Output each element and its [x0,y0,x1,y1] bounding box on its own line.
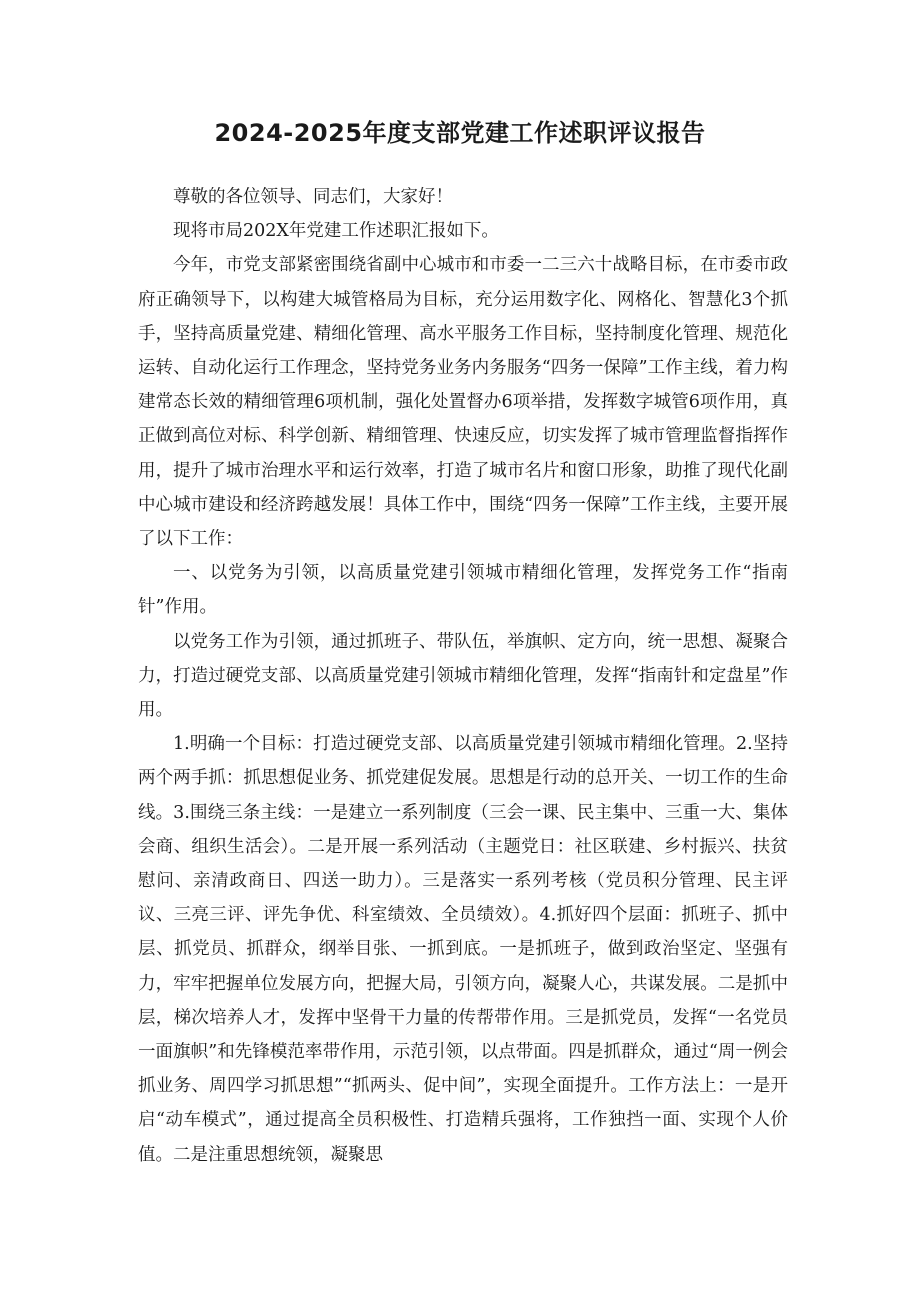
salutation-paragraph: 尊敬的各位领导、同志们，大家好！ [173,187,453,207]
document-title: 2024-2025年度支部党建工作述职评议报告 [214,119,706,147]
intro-paragraph: 现将市局202X年党建工作述职汇报如下。 [173,221,499,242]
section-heading-1: 一、以党务为引领，以高质量党建引领城市精细化管理，发挥党务工作“指南针”作用。 [138,563,788,618]
document-body [138,180,788,1172]
section-1-summary-paragraph: 以党务工作为引领，通过抓班子、带队伍，举旗帜、定方向，统一思想、凝聚合力，打造过硬党支部、以高质量党建引领城市精细化管理，发挥“指南针和定盘星”作用。 [138,631,788,721]
overview-paragraph: 今年，市党支部紧密围绕省副中心城市和市委一二三六十战略目标，在市委市政府正确领导下，以构建大城管格局为目标，充分运用数字化、网格化、智慧化3个抓手，坚持高质量党建、精细化管理、高水平服务工作目标，坚持制度化管理、规范化运转、自动化运行工作理念，坚持党务业务内务服务“四务一保障”工作主线，着力构建常态长效的精细管理6项机制，强化处置督办6项举措，发挥数字城管6项作用，真正做到高位对标、科学创新、精细管理、快速反应，切实发挥了城市管理监督指挥作用，提升了城市治理水平和运行效率，打造了城市名片和窗口形象，助推了现代化副中心城市建设和经济跨越发展！具体工作中，围绕“四务一保障”工作主线，主要开展了以下工作： [138,255,788,550]
section-1-detail-paragraph: 1.明确一个目标：打造过硬党支部、以高质量党建引领城市精细化管理。2.坚持两个两手抓：抓思想促业务、抓党建促发展。思想是行动的总开关、一切工作的生命线。3.围绕三条主线：一是建立一系列制度（三会一课、民主集中、三重一大、集体会商、组织生活会）。二是开展一系列活动（主题党日：社区联建、乡村振兴、扶贫慰问、亲清政商日、四送一助力）。三是落实一系列考核（党员积分管理、民主评议、三亮三评、评先争优、科室绩效、全员绩效）。4.抓好四个层面：抓班子、抓中层、抓党员、抓群众，纲举目张、一抓到底。一是抓班子，做到政治坚定、坚强有力，牢牢把握单位发展方向，把握大局，引领方向，凝聚人心，共谋发展。二是抓中层，梯次培养人才，发挥中坚骨干力量的传帮带作用。三是抓党员，发挥“一名党员一面旗帜”和先锋模范率带作用，示范引领，以点带面。四是抓群众，通过“周一例会抓业务、周四学习抓思想”“抓两头、促中间”，实现全面提升。工作方法上：一是开启“动车模式”，通过提高全员积极性、打造精兵强将，工作独挡一面、实现个人价值。二是注重思想统领，凝聚思 [138,734,788,1165]
